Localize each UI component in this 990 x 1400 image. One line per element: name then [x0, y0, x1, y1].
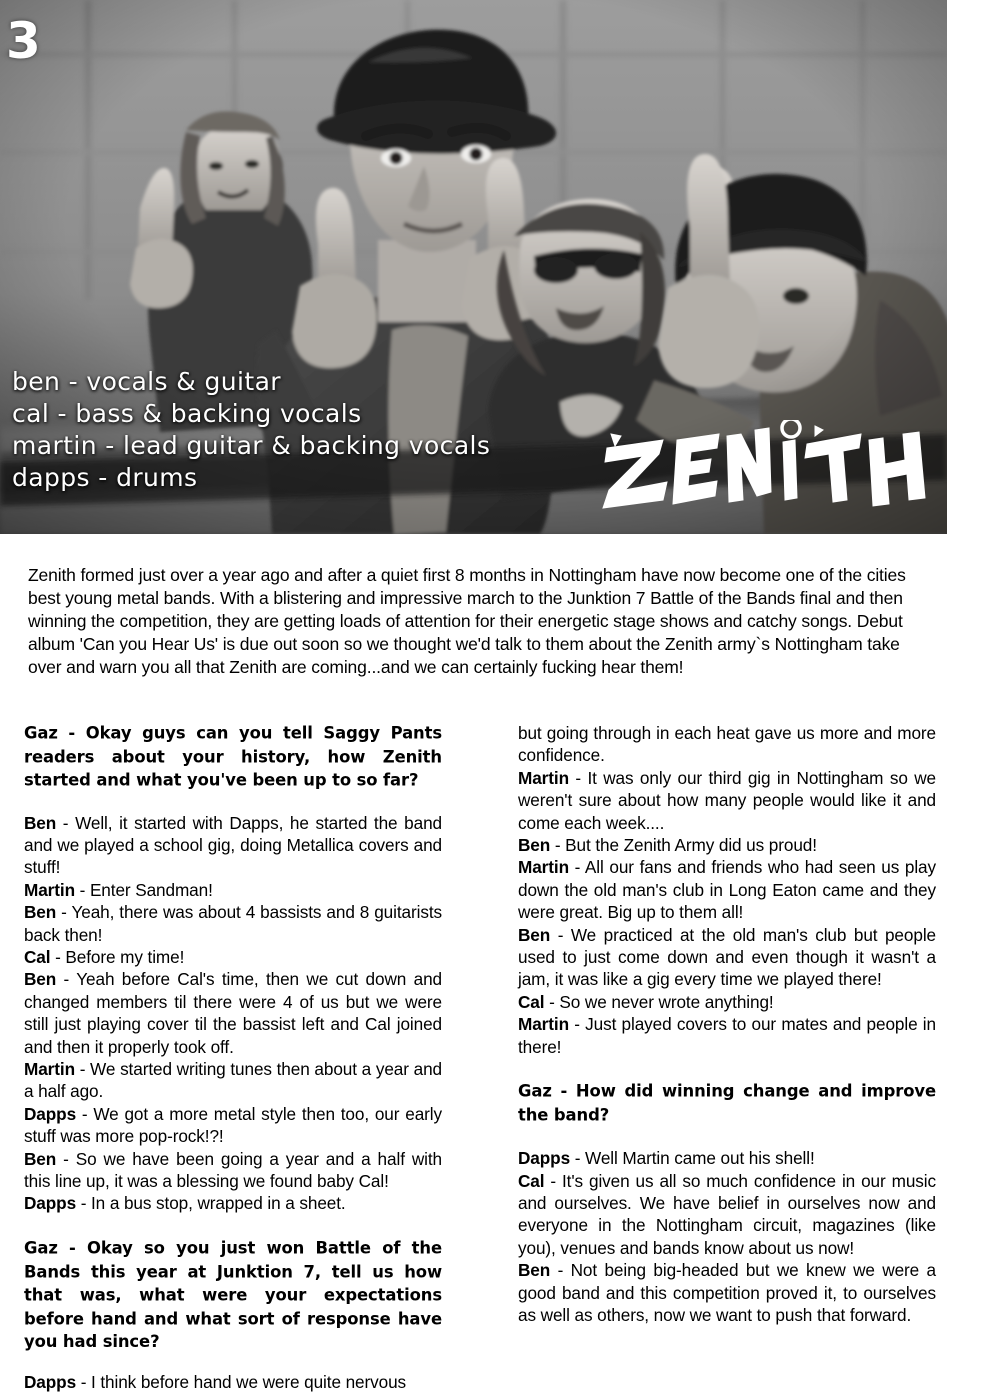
speaker-name: Martin	[518, 767, 569, 788]
speaker-text: - Well, it started with Dapps, he started the band and we played a school gig, doing Metallica covers and stuff!	[24, 812, 442, 878]
answer-line	[24, 969, 442, 1056]
answer-line	[518, 1260, 936, 1325]
speaker-name: Cal	[518, 991, 545, 1012]
band-logo-zenith	[601, 420, 931, 520]
paragraph-gap	[24, 1215, 442, 1237]
speaker-text: - We practiced at the old man's club but people used to just come down and even though it wasn't a jam, it was like a gig every time we played there!	[518, 924, 936, 990]
speaker-text: - Yeah before Cal's time, then we cut down and changed members til there were 4 of us but we were still just playing cover til the bassist left and Cal joined and then it properly took off.	[24, 969, 442, 1057]
speaker-text: - It's given us all so much confidence in our music and ourselves. We have belief in ourselves now and everyone in the Nottingham circuit, magazines (like you), venues and bands know about us now!	[518, 1170, 936, 1258]
speaker-text: - Not being big-headed but we knew we were a good band and this competition proved it, to ourselves as well as others, now we want to push that forward.	[518, 1260, 936, 1325]
band-credits	[12, 366, 490, 494]
zenith-logo-graphic	[601, 420, 931, 520]
speaker-text: - It was only our third gig in Nottingham so we weren't sure about how many people would like it and come each week....	[518, 767, 936, 833]
answer-line	[24, 947, 184, 967]
speaker-name: Ben	[518, 835, 551, 856]
speaker-text: - Well Martin came out his shell!	[570, 1148, 815, 1169]
credit-line-cal: cal - bass & backing vocals	[12, 399, 362, 428]
speaker-text: - All our fans and friends who had seen us play down the old man's club in Long Eaton came and they were great. Big up to them all!	[518, 857, 936, 923]
speaker-name: Martin	[518, 857, 569, 878]
answer-line	[24, 1059, 442, 1101]
speaker-name: Ben	[518, 924, 551, 945]
answer-line	[24, 813, 442, 878]
answer-block-2-start	[24, 1371, 442, 1393]
speaker-text: - I think before hand we were quite nervous	[76, 1372, 407, 1393]
answer-block-1	[24, 812, 442, 1215]
speaker-name: Ben	[518, 1260, 551, 1281]
question-3: Gaz - How did winning change and improve the band?	[518, 1081, 936, 1125]
answer-line	[24, 1372, 406, 1392]
intro-paragraph: Zenith formed just over a year ago and after a quiet first 8 months in Nottingham have now become one of the cities best young metal bands. With a blistering and impressive march to the Junktion 7 Battle of the Bands final and then winning the competition, they are getting loads of attention for their energetic stage shows and catchy songs. Debut album 'Can you Hear Us' is due out soon so we thought we'd talk to them about the Zenith army`s Nottingham take over and warn you all that Zenith are coming...and we can certainly fucking hear them!	[28, 564, 906, 678]
answer-line	[518, 835, 817, 855]
credit-line-ben: ben - vocals & guitar	[12, 367, 281, 396]
article-columns	[24, 722, 966, 1393]
speaker-name: Ben	[24, 969, 57, 990]
speaker-name: Dapps	[24, 1193, 77, 1214]
question-1: Gaz - Okay guys can you tell Saggy Pants readers about your history, how Zenith started and what you've been up to so far?	[24, 723, 442, 790]
answer-block-2-cont	[518, 767, 936, 1058]
answer-line	[24, 1149, 442, 1191]
speaker-name: Ben	[24, 812, 57, 833]
speaker-text: - We got a more metal style then too, our early stuff was more pop-rock!?!	[24, 1103, 442, 1147]
speaker-name: Cal	[518, 1170, 545, 1191]
question-2: Gaz - Okay so you just won Battle of the Bands this year at Junktion 7, tell us how that was, what were your expectations before hand and what sort of response have you had since?	[24, 1237, 442, 1352]
speaker-text: - Yeah, there was about 4 bassists and 8 guitarists back then!	[24, 902, 442, 945]
right-column	[518, 722, 936, 1326]
speaker-text: - Enter Sandman!	[74, 879, 213, 900]
answer-line	[518, 768, 936, 833]
answer-line	[518, 1148, 815, 1168]
speaker-text: - But the Zenith Army did us proud!	[550, 835, 817, 856]
answer-line	[518, 1171, 936, 1258]
speaker-name: Ben	[24, 1148, 57, 1169]
speaker-name: Martin	[518, 1014, 569, 1035]
speaker-name: Martin	[24, 1058, 75, 1079]
speaker-name: Martin	[24, 879, 75, 900]
speaker-name: Dapps	[24, 1372, 77, 1393]
speaker-text: - So we have been going a year and a half with this line up, it was a blessing we found baby Cal!	[24, 1148, 442, 1191]
speaker-text: - So we never wrote anything!	[544, 991, 774, 1012]
credit-line-dapps: dapps - drums	[12, 463, 198, 492]
answer-line	[518, 1014, 936, 1056]
answer-line	[518, 857, 936, 922]
band-photo	[0, 0, 947, 534]
speaker-name: Dapps	[518, 1148, 571, 1169]
answer-line	[24, 1104, 442, 1146]
paragraph-gap	[518, 1058, 936, 1080]
answer-block-3	[518, 1147, 936, 1326]
left-column	[24, 722, 442, 1394]
answer-line	[518, 992, 774, 1012]
page-number: 3	[6, 12, 40, 70]
credit-line-martin: martin - lead guitar & backing vocals	[12, 431, 491, 460]
speaker-text: - In a bus stop, wrapped in a sheet.	[76, 1193, 346, 1214]
answer-line	[24, 1193, 346, 1213]
speaker-text: - Just played covers to our mates and people in there!	[518, 1014, 936, 1057]
speaker-text: - Before my time!	[50, 946, 185, 967]
answer-continuation: but going through in each heat gave us more and more confidence.	[518, 723, 936, 766]
answer-line	[24, 902, 442, 944]
answer-line	[24, 880, 213, 900]
speaker-text: - We started writing tunes then about a year and a half ago.	[24, 1058, 442, 1102]
speaker-name: Cal	[24, 946, 51, 967]
speaker-name: Dapps	[24, 1103, 77, 1124]
answer-line	[518, 925, 936, 990]
speaker-name: Ben	[24, 902, 57, 923]
